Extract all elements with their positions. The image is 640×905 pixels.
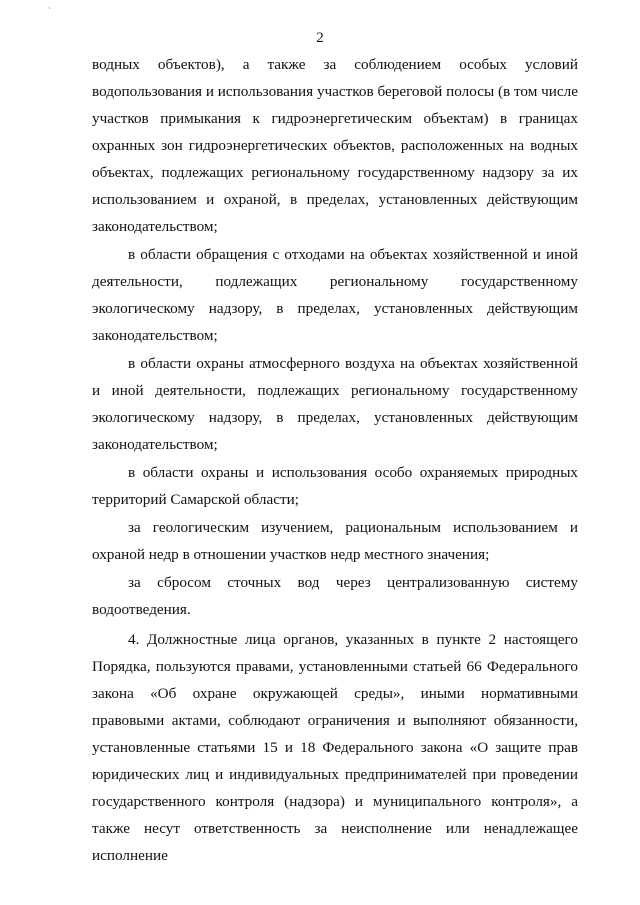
document-body	[92, 51, 578, 869]
paragraph-air: в области охраны атмосферного воздуха на объектах хозяйственной и иной деятельности, подлежащих региональному государственному экологическому надзору, в пределах, установленных действующим законодательством;	[92, 355, 578, 453]
paragraph-waste: в области обращения с отходами на объектах хозяйственной и иной деятельности, подлежащих региональному государственному экологическому надзору, в пределах, установленных действующим законодательством;	[92, 246, 578, 344]
paragraph-subsoil: за геологическим изучением, рациональным использованием и охраной недр в отношении участков недр местного значения;	[92, 519, 578, 563]
corner-mark: `	[48, 6, 51, 16]
paragraph-protected-areas: в области охраны и использования особо охраняемых природных территорий Самарской области;	[92, 464, 578, 508]
paragraph-wastewater: за сбросом сточных вод через централизованную систему водоотведения.	[92, 574, 578, 618]
paragraph-water-objects: водных объектов), а также за соблюдением особых условий водопользования и использования участков береговой полосы (в том числе участков примыкания к гидроэнергетическим объектам) в границах охранных зон гидроэнергетических объектов, расположенных на водных объектах, подлежащих региональному государственному надзору за их использованием и охраной, в пределах, установленных действующим законодательством;	[92, 56, 578, 235]
page-number: 2	[316, 30, 324, 46]
paragraph-officials-rights: 4. Должностные лица органов, указанных в пункте 2 настоящего Порядка, пользуются правами, установленными статьей 66 Федерального закона «Об охране окружающей среды», иными нормативными правовыми актами, соблюдают ограничения и выполняют обязанности, установленные статьями 15 и 18 Федерального закона «О защите прав юридических лиц и индивидуальных предпринимателей при проведении государственного контроля (надзора) и муниципального контроля», а также несут ответственность за неисполнение или ненадлежащее исполнение	[92, 631, 578, 864]
